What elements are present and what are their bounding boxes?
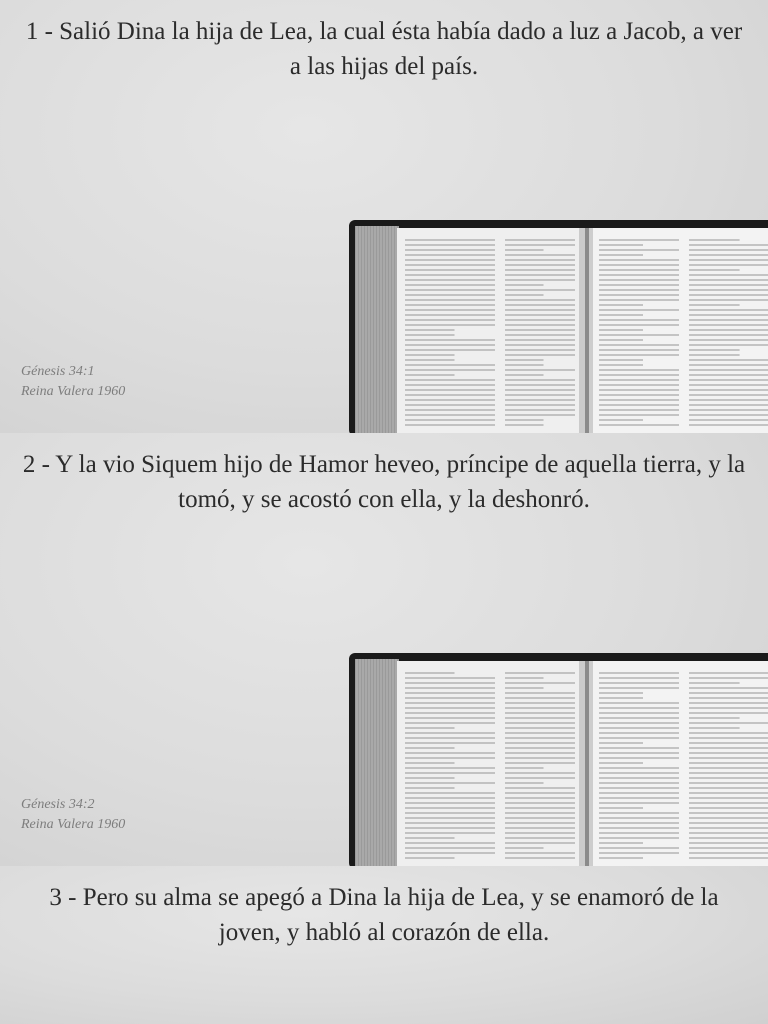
verse-slide-3 — [0, 866, 768, 1024]
verse-slide-2 — [0, 433, 768, 866]
verse-text: 1 - Salió Dina la hija de Lea, la cual ésta había dado a luz a Jacob, a ver a las hijas del país. — [25, 18, 743, 80]
verse-slide-1 — [0, 0, 768, 433]
reference-citation: Génesis 34:2 — [21, 797, 95, 812]
reference-citation: Génesis 34:1 — [21, 364, 95, 379]
bible-version: Reina Valera 1960 — [21, 817, 126, 832]
verse-text: 2 - Y la vio Siquem hijo de Hamor heveo, príncipe de aquella tierra, y la tomó, y se acostó con ella, y la deshonró. — [22, 451, 746, 513]
verse-reference — [21, 362, 125, 402]
verse-reference — [21, 795, 125, 835]
bible-version: Reina Valera 1960 — [21, 384, 126, 399]
verse-text: 3 - Pero su alma se apegó a Dina la hija de Lea, y se enamoró de la joven, y habló al corazón de ella. — [49, 884, 719, 946]
open-bible-icon — [349, 653, 768, 866]
open-bible-icon — [349, 220, 768, 433]
